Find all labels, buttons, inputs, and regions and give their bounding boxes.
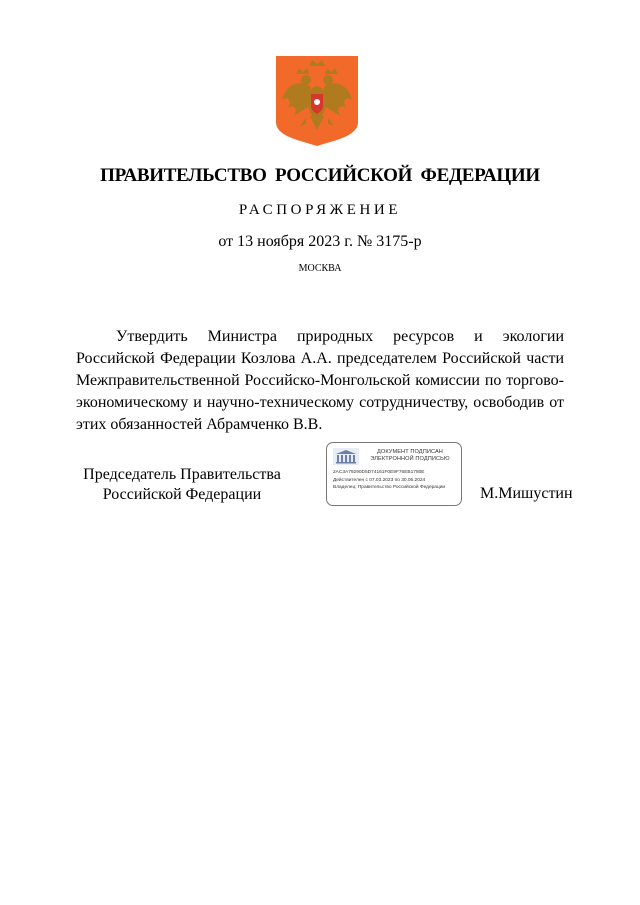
signer-position-line2: Российской Федерации (102, 486, 262, 503)
order-text: Утвердить Министра природных ресурсов и экологии Российской Федерации Козлова А.А. председателем Российской части Межправительственной Российско-Монгольской комиссии по торгово-экономическому и научно-техническому сотрудничеству, освободив от этих обязанностей Абрамченко В.В. (76, 328, 564, 433)
coat-of-arms-emblem (276, 56, 358, 146)
stamp-validity: Действителен с 07.03.2023 по 30.05.2024 (333, 478, 426, 483)
stamp-title-line1: ДОКУМЕНТ ПОДПИСАН (377, 449, 443, 455)
document-date-number: от 13 ноября 2023 г. № 3175-р (218, 233, 422, 250)
russian-coat-of-arms-icon (276, 56, 358, 146)
electronic-signature-stamp (326, 442, 462, 506)
stamp-certificate: 2AC3A79290D5D74161F0E9F76EB1780E (333, 470, 425, 475)
signer-position-line1: Председатель Правительства (83, 466, 281, 483)
signer-name: М.Мишустин (480, 485, 573, 502)
document-type: РАСПОРЯЖЕНИЕ (238, 202, 402, 218)
government-title: ПРАВИТЕЛЬСТВО РОССИЙСКОЙ ФЕДЕРАЦИИ (100, 165, 540, 186)
signer-position (76, 465, 288, 505)
government-building-icon (333, 448, 359, 465)
stamp-title (361, 449, 459, 463)
stamp-title-line2: ЭЛЕКТРОННОЙ ПОДПИСЬЮ (370, 456, 450, 462)
document-city: МОСКВА (298, 263, 342, 274)
stamp-owner: Владелец: Правительство Российской Федерации (333, 485, 446, 490)
